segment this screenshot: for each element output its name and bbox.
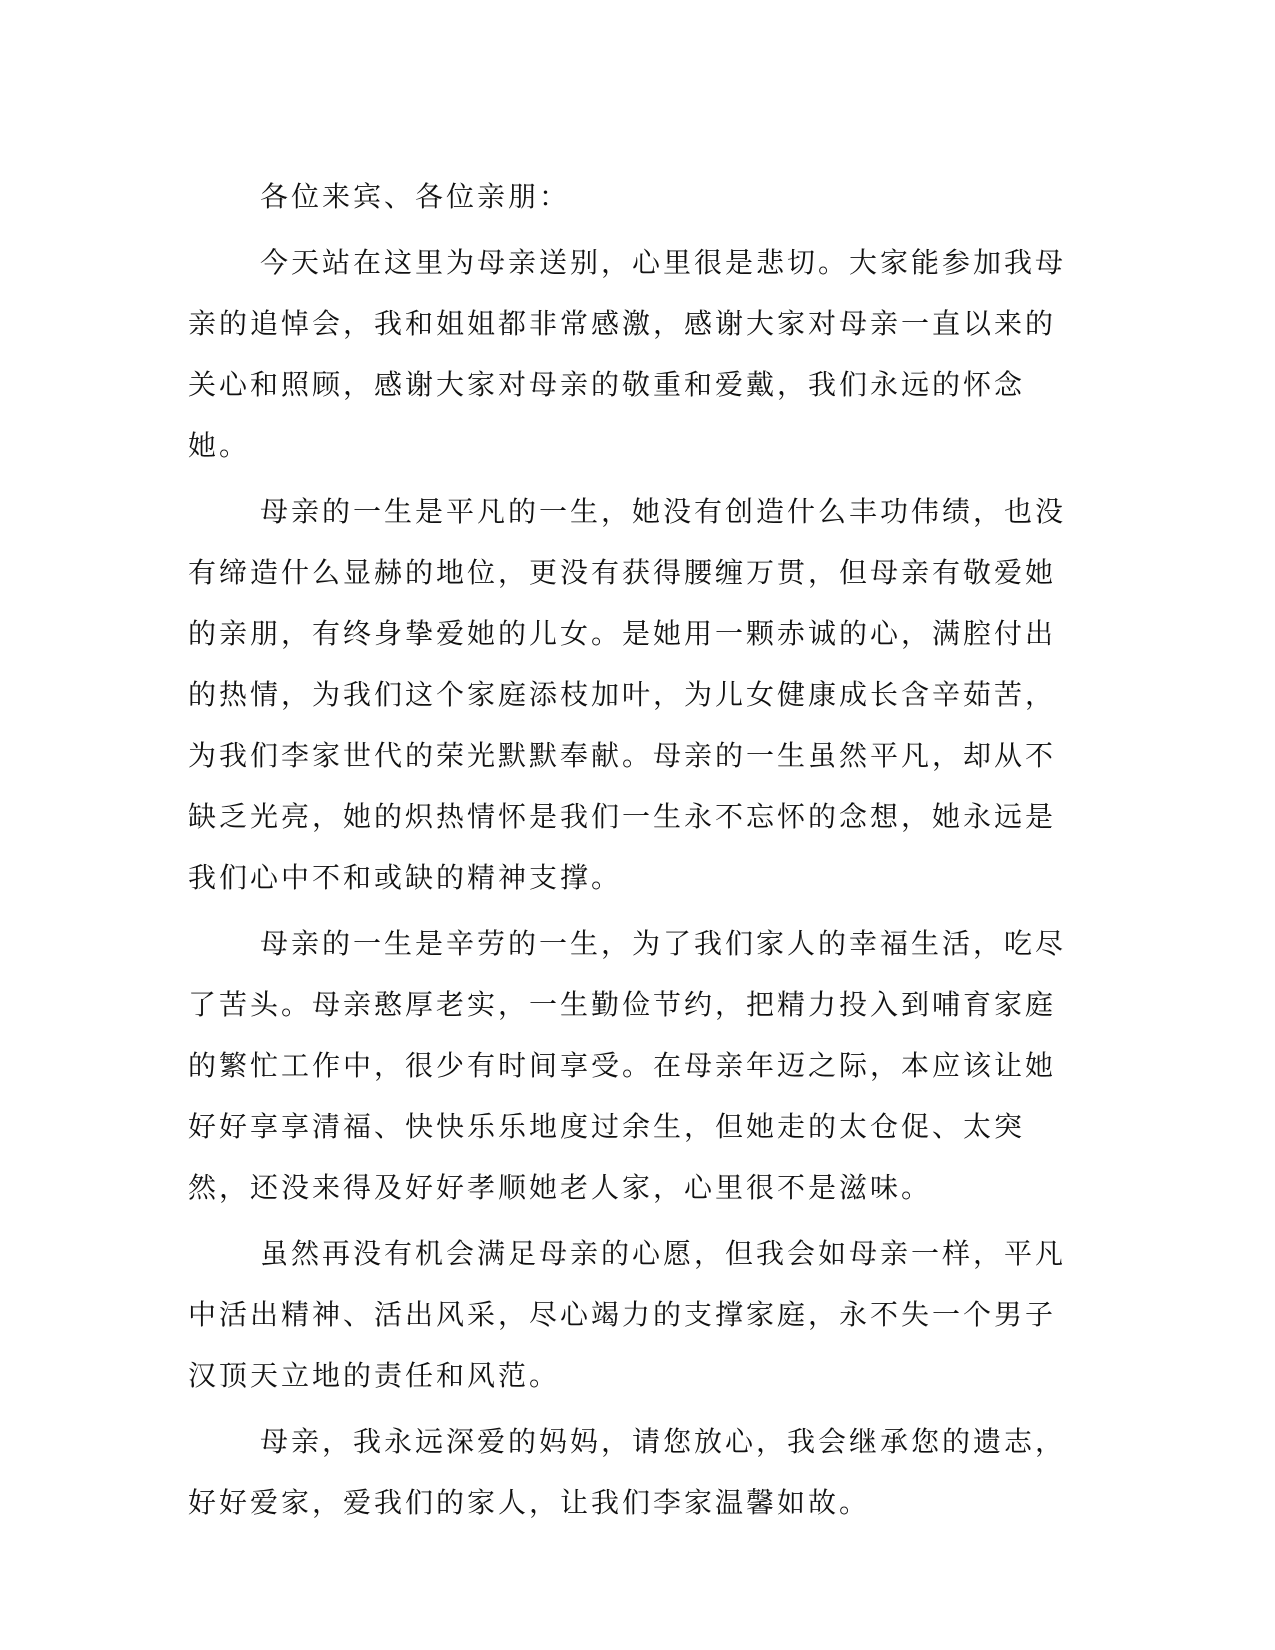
paragraph-hardworking-life: 母亲的一生是辛劳的一生，为了我们家人的幸福生活，吃尽了苦头。母亲憨厚老实，一生勤俭节约，把精力投入到哺育家庭的繁忙工作中，很少有时间享受。在母亲年迈之际，本应该让她好好享享清福、快快乐乐地度过余生，但她走的太仓促、太突然，还没来得及好好孝顺她老人家，心里很不是滋味。 bbox=[188, 927, 1067, 1204]
paragraph-promise: 虽然再没有机会满足母亲的心愿，但我会如母亲一样，平凡中活出精神、活出风采，尽心竭力的支撑家庭，永不失一个男子汉顶天立地的责任和风范。 bbox=[188, 1237, 1067, 1392]
salutation-paragraph: 各位来宾、各位亲朋： bbox=[260, 180, 571, 213]
eulogy-text bbox=[188, 166, 1070, 1533]
paragraph-ordinary-life: 母亲的一生是平凡的一生，她没有创造什么丰功伟绩，也没有缔造什么显赫的地位，更没有获得腰缠万贯，但母亲有敬爱她的亲朋，有终身挚爱她的儿女。是她用一颗赤诚的心，满腔付出的热情，为我们这个家庭添枝加叶，为儿女健康成长含辛茹苦，为我们李家世代的荣光默默奉献。母亲的一生虽然平凡，却从不缺乏光亮，她的炽热情怀是我们一生永不忘怀的念想，她永远是我们心中不和或缺的精神支撑。 bbox=[188, 495, 1067, 894]
paragraph-gratitude: 今天站在这里为母亲送别，心里很是悲切。大家能参加我母亲的追悼会，我和姐姐都非常感激，感谢大家对母亲一直以来的关心和照顾，感谢大家对母亲的敬重和爱戴，我们永远的怀念她。 bbox=[188, 246, 1067, 462]
paragraph-farewell: 母亲，我永远深爱的妈妈，请您放心，我会继承您的遗志，好好爱家，爱我们的家人，让我们李家温馨如故。 bbox=[188, 1425, 1067, 1519]
